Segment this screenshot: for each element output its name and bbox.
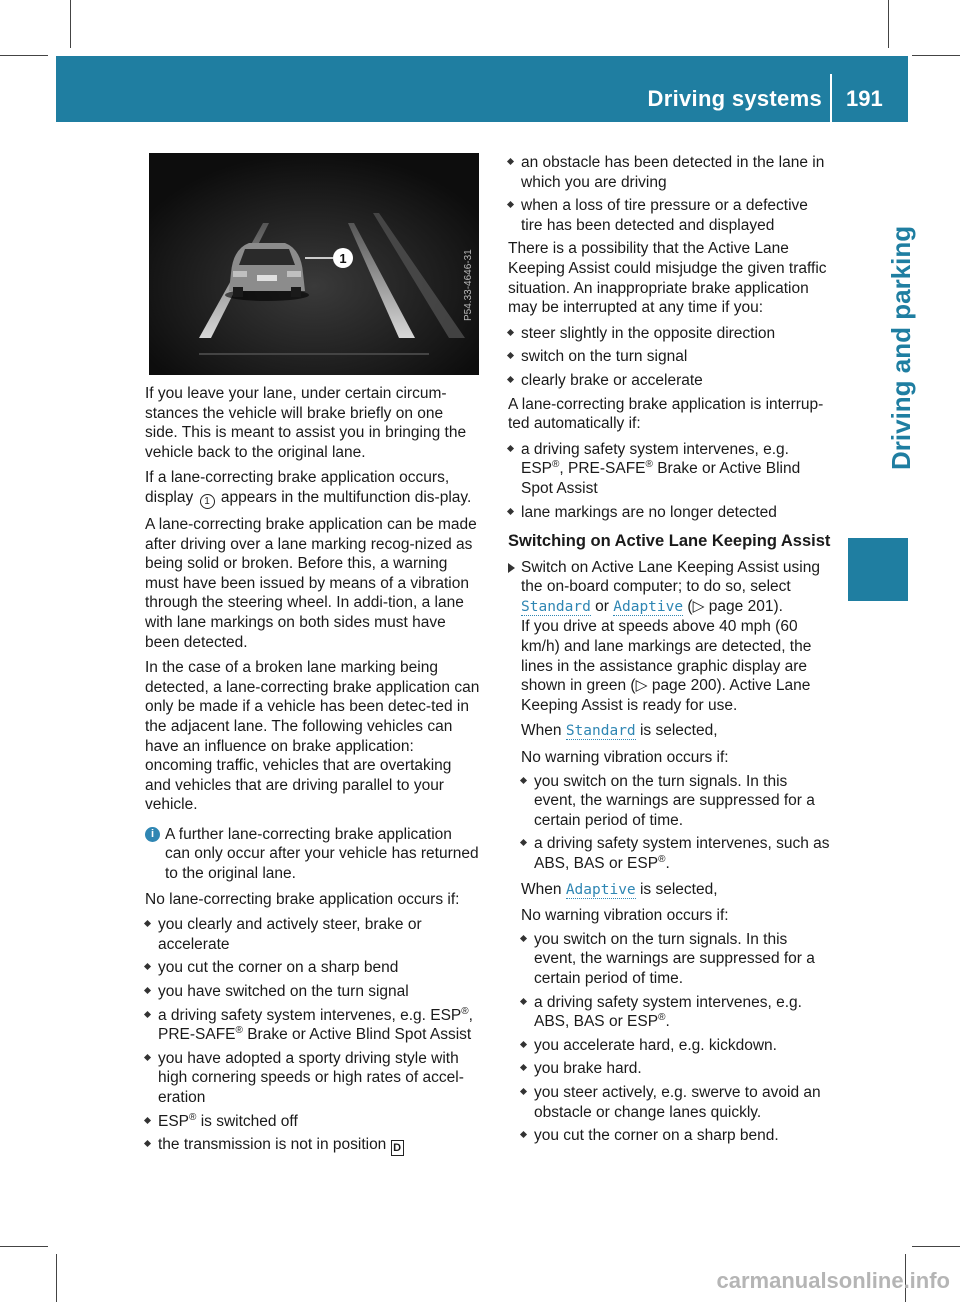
chapter-tab-marker <box>848 538 908 601</box>
paragraph: If you leave your lane, under certain circum-stances the vehicle will brake briefly on one side. This is meant to assist you in bringing the vehicle back to the original lane. <box>145 385 467 461</box>
paragraph: If you drive at speeds above 40 mph (60 km/h) and lane markings are detected, the lines in the assistance graphic display are shown in green (▷ page 200). Active Lane Keeping Assist is ready for use. <box>521 618 812 714</box>
list-item: ESP® is switched off <box>145 1112 480 1132</box>
instruction-step: Switch on Active Lane Keeping Assist using the on-board computer; to do so, select Standard or Adaptive (▷ page 201). If you drive at speeds above 40 mph (60 km/h) and lane markings are detected, the lines in the assistance graphic display are shown in green (▷ page 200). Active Lane Keeping Assist is ready for use. When Standard is selected, No warning vibration occurs if: you switch on the turn signals. In this event, the warnings are suppressed for a certain period of time. a driving safety system intervenes, such as ABS, BAS or ESP®. When Adaptive is selected, No warning vibration occurs if: you switch on the turn signals. In this event, the warnings are suppressed for a certain period of time. a driving safety system intervenes, e.g. ABS, BAS or ESP®. you accelerate hard, e.g. kickdown. you brake hard. you steer actively, e.g. swerve to avoid an obstacle or change lanes quickly. you cut the corner on a sharp bend. <box>508 558 833 1146</box>
paragraph: When Standard is selected, <box>521 722 718 740</box>
list-item: an obstacle has been detected in the lane in which you are driving <box>508 153 833 192</box>
list-item: lane markings are no longer detected <box>508 503 833 523</box>
chapter-tab-label: Driving and parking <box>886 225 916 470</box>
section-heading: Switching on Active Lane Keeping Assist <box>508 532 831 551</box>
paragraph: If a lane-correcting brake application occurs, display 1 appears in the multifunction dis-play. <box>145 469 472 507</box>
list-item: you cut the corner on a sharp bend <box>145 958 480 978</box>
list-item: you accelerate hard, e.g. kickdown. <box>521 1036 833 1056</box>
list-item: you switch on the turn signals. In this event, the warnings are suppressed for a certain period of time. <box>521 930 833 989</box>
paragraph: When Adaptive is selected, <box>521 880 718 898</box>
watermark: carmanualsonline.info <box>716 1268 950 1293</box>
left-column <box>145 384 480 1160</box>
standard-option-link[interactable]: Standard <box>521 598 591 615</box>
page-number: 191 <box>846 86 883 111</box>
list-item: switch on the turn signal <box>508 347 833 367</box>
list-item: when a loss of tire pressure or a defective tire has been detected and displayed <box>508 196 833 235</box>
list-item: clearly brake or accelerate <box>508 371 833 391</box>
gear-d-icon: D <box>391 1140 404 1156</box>
paragraph: No warning vibration occurs if: <box>521 749 729 767</box>
paragraph: There is a possibility that the Active Lane Keeping Assist could misjudge the given traffic situation. An inappropriate brake application may be interrupted at any time if you: <box>508 240 827 317</box>
list-item: you clearly and actively steer, brake or accelerate <box>145 915 480 954</box>
list-item: a driving safety system intervenes, e.g. ESP®, PRE-SAFE® Brake or Active Blind Spot Assist <box>508 440 833 499</box>
callout-reference: 1 <box>200 494 215 509</box>
page-reference-link[interactable]: (▷ page 201). <box>687 597 783 615</box>
paragraph: A lane-correcting brake application can be made after driving over a lane marking recog-nized as being solid or broken. Before this, a warning must have been issued by means of a vibration through the steering wheel. In addi-tion, a lane with lane markings on both sides must have been detected. <box>145 515 477 651</box>
list-item: you have switched on the turn signal <box>145 982 480 1002</box>
info-note: i A further lane-correcting brake application can only occur after your vehicle has returned to the original lane. <box>145 825 480 884</box>
crop-mark <box>0 1246 48 1247</box>
crop-mark <box>888 0 889 48</box>
list-item: the transmission is not in position D <box>145 1135 480 1156</box>
list-item: you switch on the turn signals. In this event, the warnings are suppressed for a certain period of time. <box>521 772 833 831</box>
list-item: steer slightly in the opposite direction <box>508 324 833 344</box>
crop-mark <box>56 1254 57 1302</box>
list-item: you have adopted a sporty driving style with high cornering speeds or high rates of accel-eration <box>145 1049 480 1108</box>
crop-mark <box>70 0 71 48</box>
paragraph: In the case of a broken lane marking being detected, a lane-correcting brake application can only be made if a vehicle has been detec-ted in the adjacent lane. The following vehicles can have an influence on brake application: oncoming traffic, vehicles that are overtaking and vehicles that are driving parallel to your vehicle. <box>145 659 480 814</box>
paragraph: A lane-correcting brake application is interrup-ted automatically if: <box>508 395 824 433</box>
crop-mark <box>912 55 960 56</box>
adaptive-option-link[interactable]: Adaptive <box>613 598 684 615</box>
list-item: you steer actively, e.g. swerve to avoid an obstacle or change lanes quickly. <box>521 1083 833 1122</box>
list-item: you cut the corner on a sharp bend. <box>521 1126 833 1146</box>
standard-option-link[interactable]: Standard <box>565 723 636 740</box>
header-divider <box>830 74 832 122</box>
crop-mark <box>912 1246 960 1247</box>
figure-code: P54.33-4646-31 <box>463 249 474 321</box>
paragraph: No lane-correcting brake application occurs if: <box>145 890 460 908</box>
paragraph: No warning vibration occurs if: <box>521 907 729 925</box>
callout-number: 1 <box>339 251 347 266</box>
lane-assist-illustration <box>149 153 479 375</box>
crop-mark <box>0 55 48 56</box>
list-item: a driving safety system intervenes, e.g. ESP®, PRE-SAFE® Brake or Active Blind Spot Assist <box>145 1006 480 1045</box>
list-item: you brake hard. <box>521 1059 833 1079</box>
list-item: a driving safety system intervenes, such as ABS, BAS or ESP®. <box>521 834 833 873</box>
right-column <box>508 153 833 1152</box>
adaptive-option-link[interactable]: Adaptive <box>565 881 636 898</box>
list-item: a driving safety system intervenes, e.g. ABS, BAS or ESP®. <box>521 993 833 1032</box>
section-title: Driving systems <box>647 86 822 111</box>
info-icon: i <box>145 827 160 842</box>
